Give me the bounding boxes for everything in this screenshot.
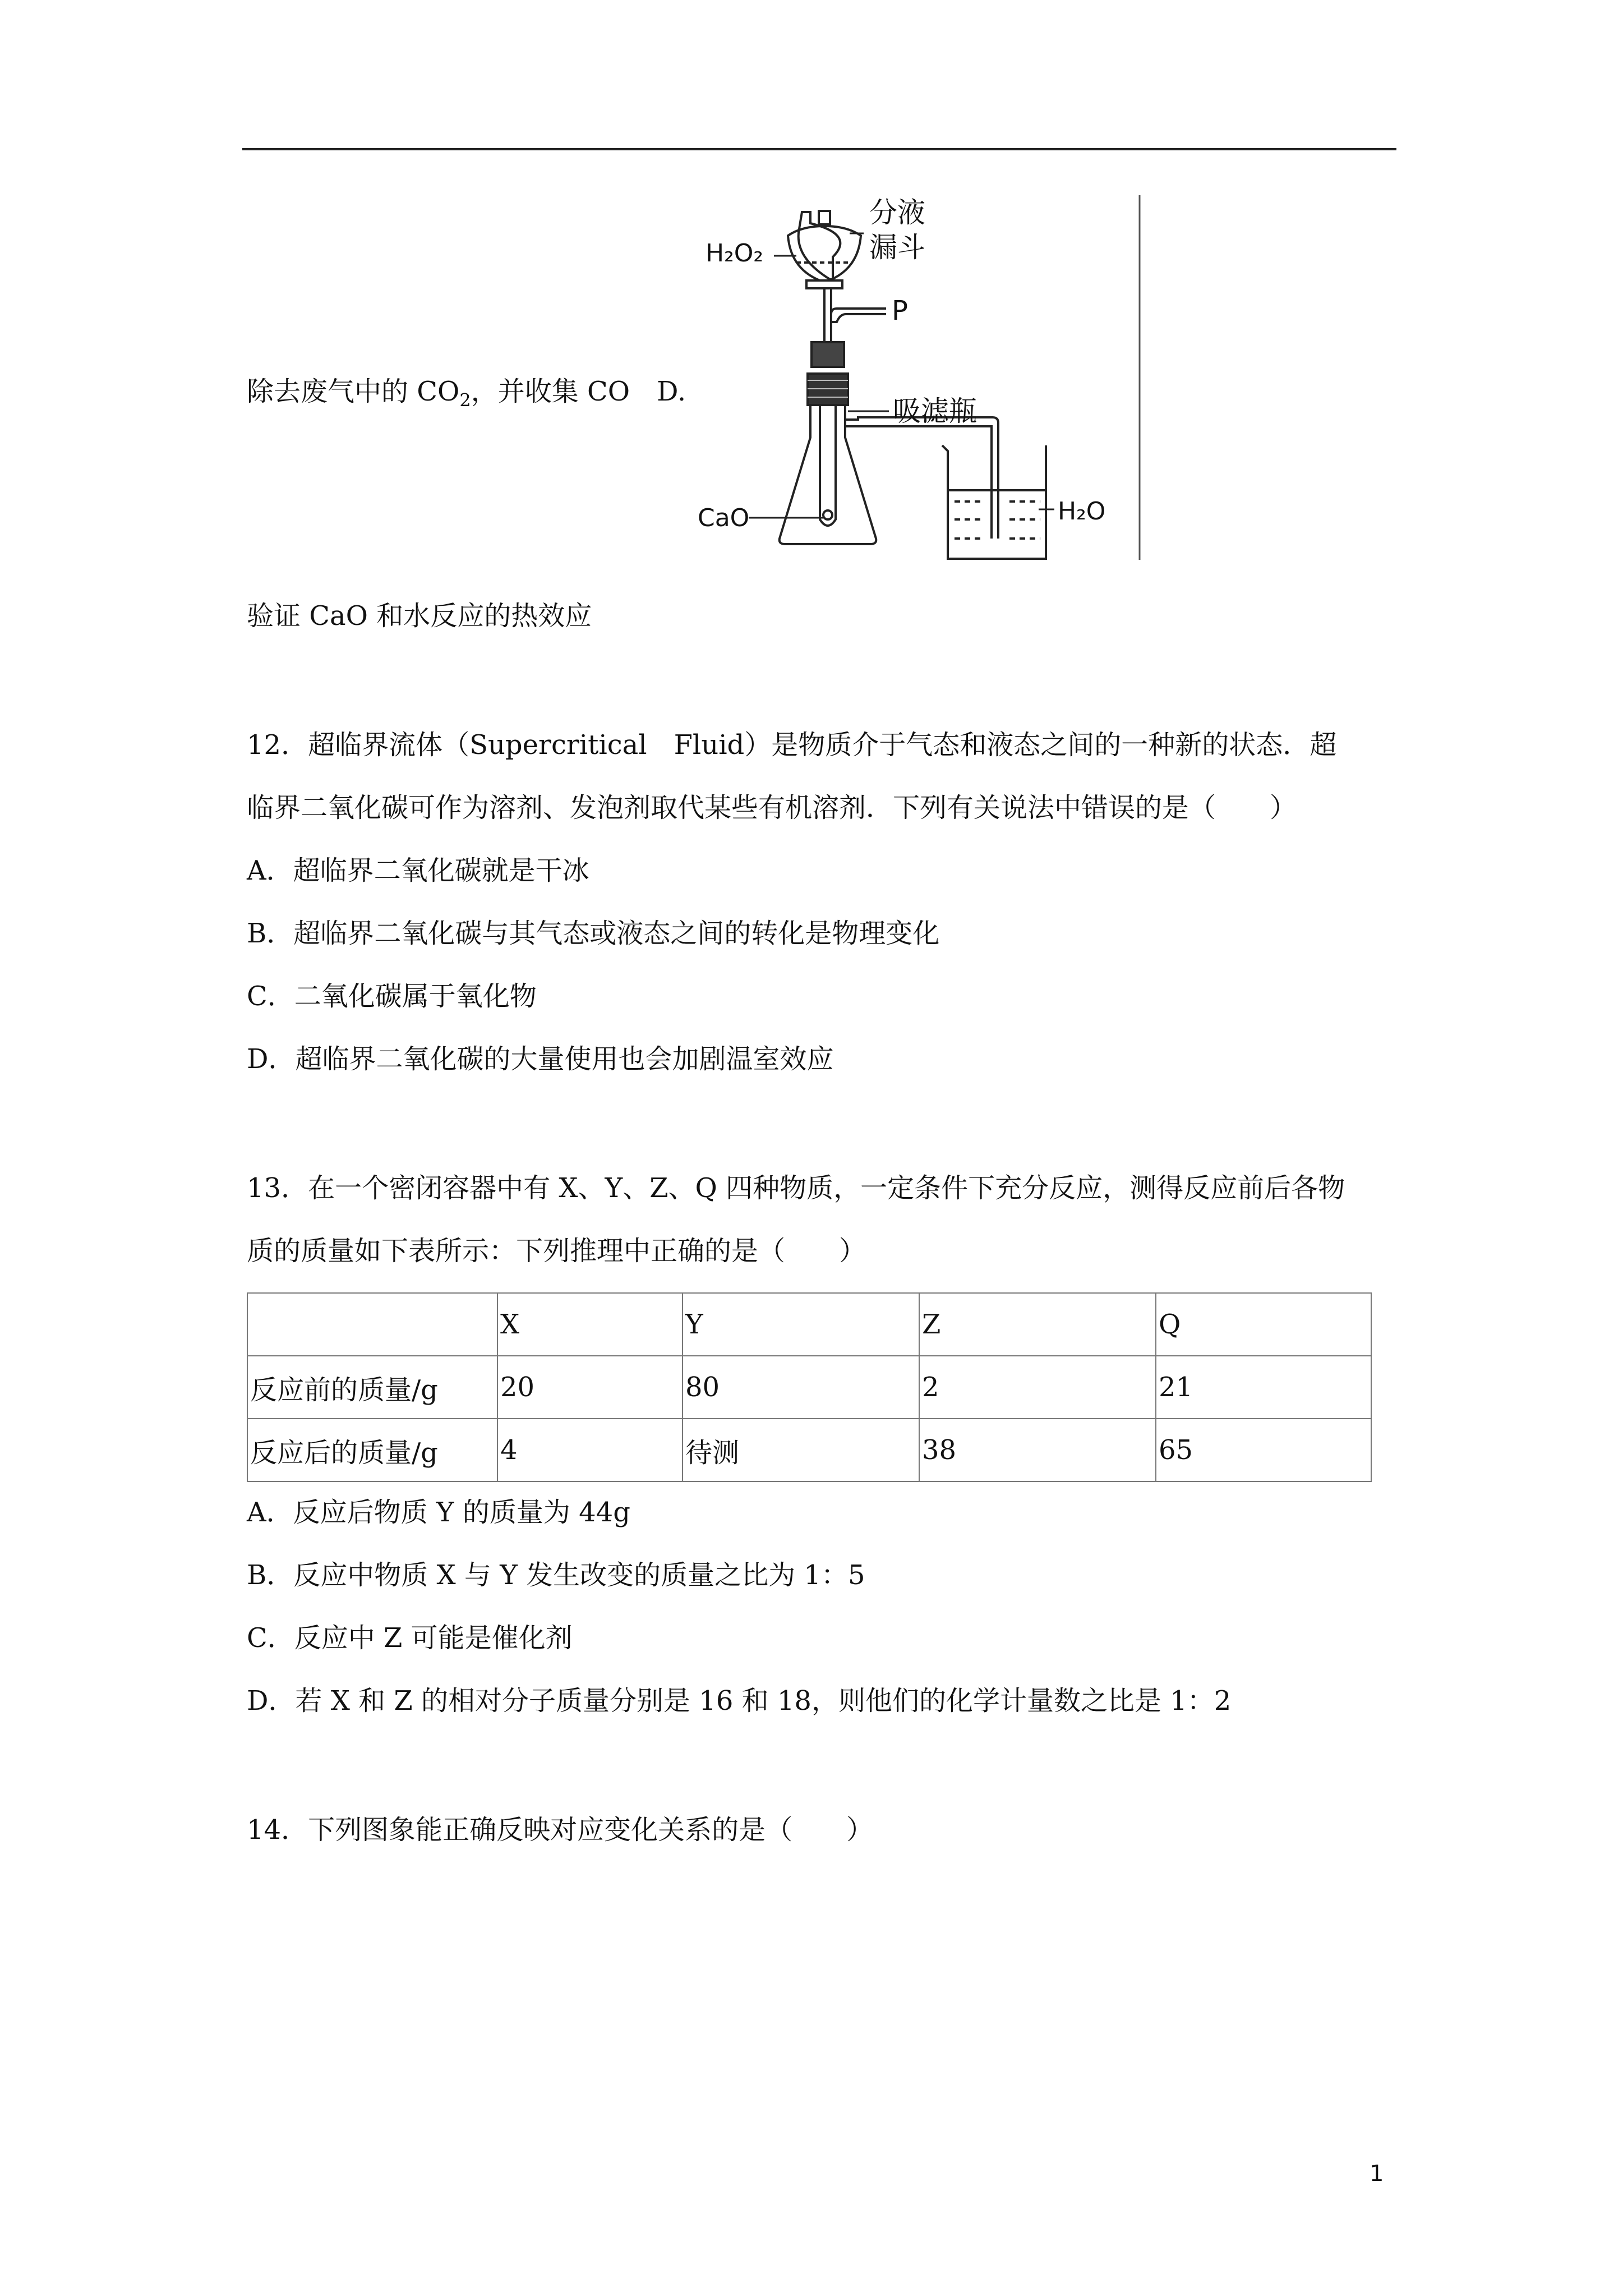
table-cell: 反应前的质量/g — [247, 1356, 497, 1419]
label-p: P — [892, 295, 908, 326]
q12-stem-line-2: 临界二氧化碳可作为溶剂、发泡剂取代某些有机溶剂．下列有关说法中错误的是（ ） — [247, 792, 1297, 823]
q13-stem-line-1: 13．在一个密闭容器中有 X、Y、Z、Q 四种物质，一定条件下充分反应，测得反应前后各物 — [247, 1172, 1345, 1204]
table-cell: 2 — [919, 1356, 1156, 1419]
q14-stem: 14．下列图象能正确反映对应变化关系的是（ ） — [247, 1814, 874, 1846]
q11-text-suffix: ，并收集 CO D. — [471, 376, 686, 407]
header-rule — [242, 148, 1396, 150]
table-header-cell — [247, 1293, 497, 1356]
q12-option-b: B．超临界二氧化碳与其气态或液态之间的转化是物理变化 — [247, 918, 940, 949]
q13-option-a: A．反应后物质 Y 的质量为 44g — [247, 1497, 630, 1528]
table-header-cell: Q — [1156, 1293, 1371, 1356]
table-cell: 20 — [497, 1356, 683, 1419]
label-h2o: H₂O — [1058, 497, 1106, 526]
table-header-row — [247, 1293, 1371, 1356]
apparatus-figure — [695, 195, 1144, 560]
q11-option-c-text — [247, 375, 686, 417]
q11-text-prefix: 除去废气中的 CO — [247, 376, 460, 407]
table-row — [247, 1419, 1371, 1481]
q12-option-d: D．超临界二氧化碳的大量使用也会加剧温室效应 — [247, 1043, 834, 1075]
q12-option-c: C．二氧化碳属于氧化物 — [247, 981, 537, 1012]
table-cell: 4 — [497, 1419, 683, 1481]
q12-stem-line-1: 12．超临界流体（Supercritical Fluid）是物质介于气态和液态之间的一种新的状态．超 — [247, 729, 1337, 761]
q13-stem-line-2: 质的质量如下表所示：下列推理中正确的是（ ） — [247, 1235, 866, 1267]
q13-option-b: B．反应中物质 X 与 Y 发生改变的质量之比为 1：5 — [247, 1559, 865, 1591]
table-header-cell: Y — [683, 1293, 919, 1356]
label-funnel: 分液 — [869, 196, 925, 229]
table-cell: 反应后的质量/g — [247, 1419, 497, 1481]
label-cao: CaO — [698, 504, 750, 532]
table-row — [247, 1356, 1371, 1419]
table-cell: 38 — [919, 1419, 1156, 1481]
q13-mass-table — [247, 1292, 1372, 1482]
table-header-cell: Z — [919, 1293, 1156, 1356]
q13-option-c: C．反应中 Z 可能是催化剂 — [247, 1622, 573, 1654]
table-cell: 待测 — [683, 1419, 919, 1481]
label-flask: 吸滤瓶 — [893, 395, 977, 427]
table-header-cell: X — [497, 1293, 683, 1356]
table-cell: 65 — [1156, 1419, 1371, 1481]
label-funnel-2: 漏斗 — [869, 231, 925, 264]
label-h2o2: H₂O₂ — [706, 239, 763, 268]
table-cell: 80 — [683, 1356, 919, 1419]
table-cell: 21 — [1156, 1356, 1371, 1419]
q11-caption: 验证 CaO 和水反应的热效应 — [247, 600, 592, 632]
q12-option-a: A．超临界二氧化碳就是干冰 — [247, 855, 589, 886]
page-number: 1 — [1370, 2161, 1384, 2187]
q11-subscript: 2 — [459, 389, 471, 411]
q13-option-d: D．若 X 和 Z 的相对分子质量分别是 16 和 18，则他们的化学计量数之比是 1：2 — [247, 1685, 1232, 1717]
